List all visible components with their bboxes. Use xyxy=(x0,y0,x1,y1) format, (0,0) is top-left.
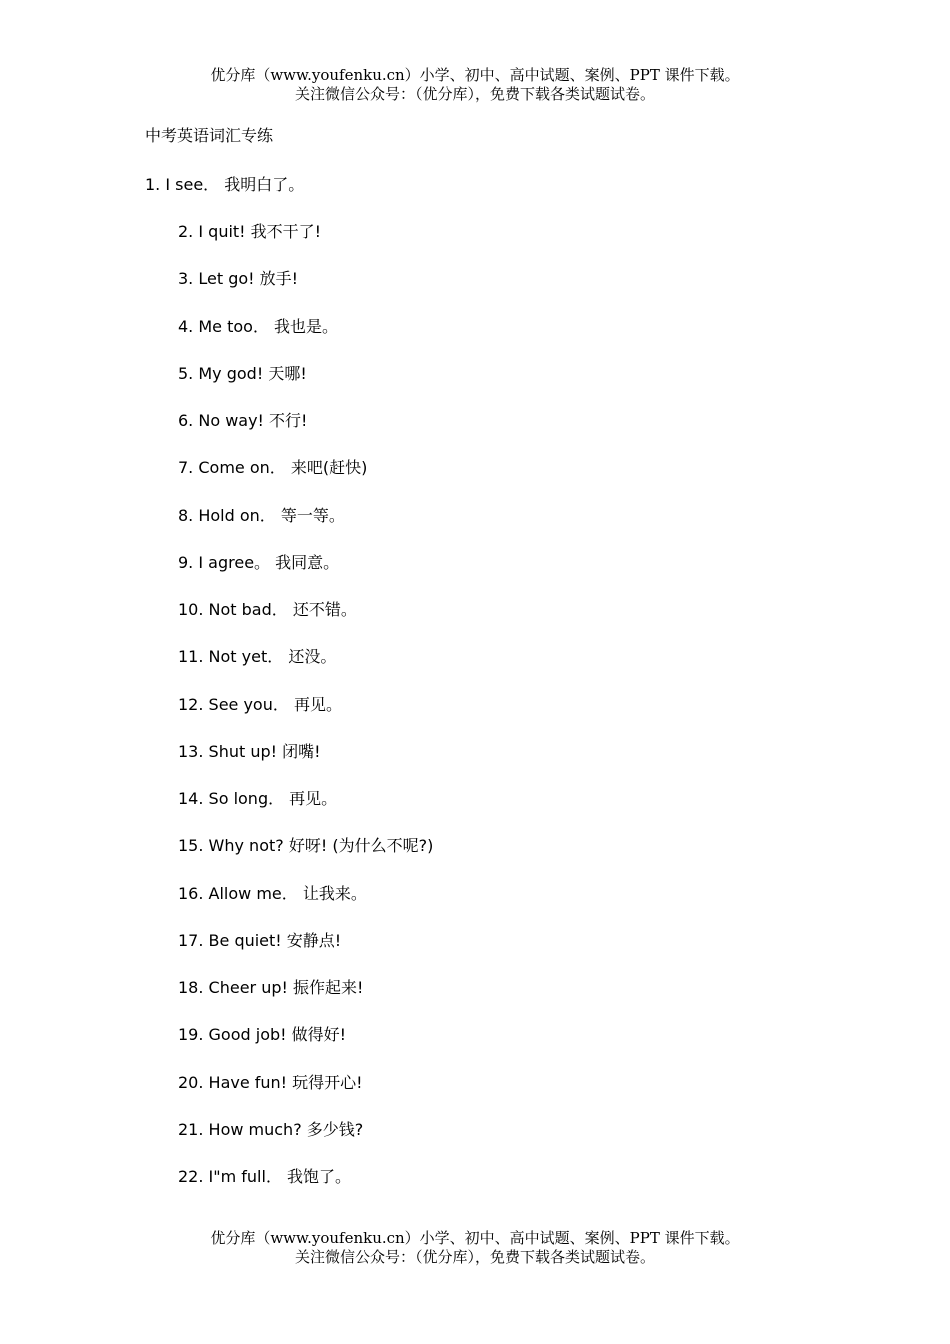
list-item: 2. I quit! 我不干了! xyxy=(178,222,322,241)
list-item: 13. Shut up! 闭嘴! xyxy=(178,742,321,761)
list-item: 3. Let go! 放手! xyxy=(178,269,299,288)
page-footer xyxy=(0,1229,950,1267)
list-item: 19. Good job! 做得好! xyxy=(178,1025,347,1044)
list-item: 12. See you． 再见。 xyxy=(178,695,342,714)
list-item: 20. Have fun! 玩得开心! xyxy=(178,1073,363,1092)
list-item: 9. I agree。 我同意。 xyxy=(178,553,340,572)
footer-line-1: 优分库（www.youfenku.cn）小学、初中、高中试题、案例、PPT 课件下载。 xyxy=(210,1229,740,1247)
list-item: 11. Not yet． 还没。 xyxy=(178,647,337,666)
list-item: 14. So long． 再见。 xyxy=(178,789,338,808)
list-item: 1. I see． 我明白了。 xyxy=(145,175,305,194)
list-item: 15. Why not? 好呀! (为什么不呢?) xyxy=(178,836,434,855)
page-header xyxy=(0,66,950,104)
header-line-1: 优分库（www.youfenku.cn）小学、初中、高中试题、案例、PPT 课件下载。 xyxy=(210,66,740,84)
list-item: 22. I"m full． 我饱了。 xyxy=(178,1167,352,1186)
list-item: 6. No way! 不行! xyxy=(178,411,308,430)
list-item: 18. Cheer up! 振作起来! xyxy=(178,978,364,997)
header-line-2: 关注微信公众号：（优分库），免费下载各类试题试卷。 xyxy=(294,85,655,103)
footer-line-2: 关注微信公众号：（优分库），免费下载各类试题试卷。 xyxy=(294,1248,655,1266)
list-item: 7. Come on． 来吧(赶快) xyxy=(178,458,368,477)
document-title: 中考英语词汇专练 xyxy=(145,126,274,145)
list-item: 10. Not bad． 还不错。 xyxy=(178,600,357,619)
list-item: 16. Allow me． 让我来。 xyxy=(178,884,367,903)
list-item: 4. Me too． 我也是。 xyxy=(178,317,339,336)
list-item: 17. Be quiet! 安静点! xyxy=(178,931,342,950)
list-item: 5. My god! 天哪! xyxy=(178,364,307,383)
list-item: 8. Hold on． 等一等。 xyxy=(178,506,345,525)
list-item: 21. How much? 多少钱? xyxy=(178,1120,364,1139)
